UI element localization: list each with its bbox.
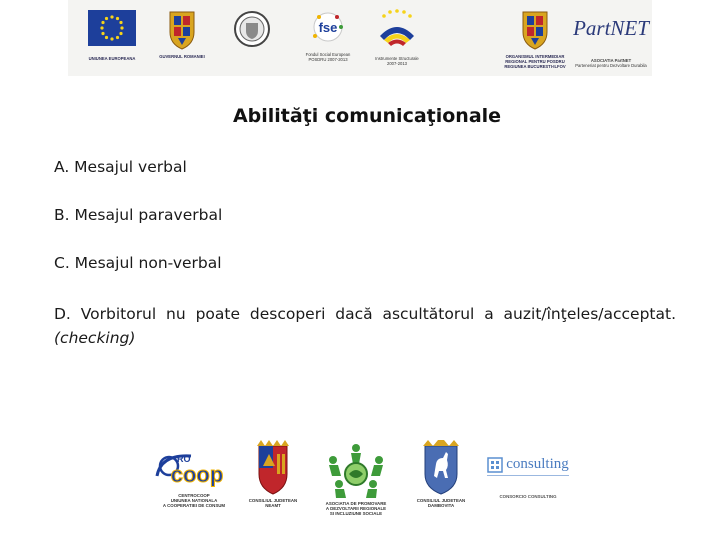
list-item-d <box>54 302 676 350</box>
fse-mark-text: fse <box>318 20 338 35</box>
consulting-brand: consulting <box>506 456 569 472</box>
fse-caption-1: Fondul Social European <box>305 52 351 57</box>
fse-caption-2: POSDRU 2007-2013 <box>308 57 348 62</box>
consulting-underline <box>487 475 569 476</box>
adrdis-logo <box>316 442 396 516</box>
neamt-caption-2: NEAMT <box>265 503 281 508</box>
centrocoop-mark-icon <box>149 446 239 490</box>
oiposdru-caption-1: ORGANISMUL INTERMEDIAR <box>505 54 565 59</box>
adrdis-caption-3: SI INCLUZIUNII SOCIALE <box>329 511 383 516</box>
dambovita-caption-1: CONSILIUL JUDETEAN <box>416 498 466 503</box>
ministry-seal-logo <box>230 10 274 48</box>
oiposdru-caption-3: REGIUNEA BUCURESTI-ILFOV <box>504 64 566 69</box>
fse-logo <box>296 10 360 62</box>
dambovita-caption-2: DAMBOVITA <box>427 503 455 508</box>
consulting-mark-icon <box>487 457 503 473</box>
structural-instruments-icon <box>374 8 420 48</box>
structural-caption-2: 2007-2013 <box>386 61 408 66</box>
government-caption: GUVERNUL ROMANIEI <box>159 54 205 59</box>
adrdis-caption-2: A DEZVOLTARII REGIONALE <box>325 506 387 511</box>
fse-mark-icon <box>306 10 350 46</box>
neamt-caption-1: CONSILIUL JUDETEAN <box>248 498 298 503</box>
centrocoop-ro: RO <box>177 454 191 464</box>
eu-logo <box>82 10 142 61</box>
structural-caption-1: Instrumente Structurale <box>375 56 419 61</box>
structural-instruments-logo <box>364 8 430 66</box>
oiposdru-logo <box>500 8 570 69</box>
dambovita-council-logo <box>408 440 474 508</box>
consulting-caption: CONSORCIO CONSULTING <box>499 494 557 499</box>
adrdis-caption-1: ASOCIATIA DE PROMOVARE <box>325 501 387 506</box>
list-item-d-note: (checking) <box>54 329 136 347</box>
partnet-caption-1: ASOCIATIA PartNET <box>590 58 632 63</box>
eu-flag-icon <box>88 10 136 46</box>
consulting-logo <box>482 456 574 499</box>
oiposdru-coat-of-arms-icon <box>520 8 550 50</box>
centrocoop-caption-1: CENTROCOOP <box>178 493 210 498</box>
list-item-d-text: D. Vorbitorul nu poate descoperi dacă ascultătorul a auzit/înţeles/acceptat. <box>54 305 676 323</box>
centrocoop-caption-3: A COOPERATIEI DE CONSUM <box>162 503 226 508</box>
government-logo <box>152 8 212 59</box>
centrocoop-logo <box>146 446 242 508</box>
list-item-c: C. Mesajul non-verbal <box>54 254 222 272</box>
adrdis-people-circle-icon <box>323 442 389 500</box>
romania-coat-of-arms-icon <box>167 8 197 50</box>
list-item-b: B. Mesajul paraverbal <box>54 206 223 224</box>
neamt-coat-of-arms-icon <box>251 440 295 496</box>
dambovita-coat-of-arms-icon <box>419 440 463 496</box>
partnet-brand: PartNET <box>573 16 649 40</box>
centrocoop-coop: coop <box>170 462 224 487</box>
eu-caption: UNIUNEA EUROPEANA <box>88 56 136 61</box>
neamt-council-logo <box>240 440 306 508</box>
centrocoop-caption-2: UNIUNEA NATIONALA <box>170 498 218 503</box>
oiposdru-caption-2: REGIONAL PENTRU POSDRU <box>505 59 565 64</box>
partnet-logo <box>572 16 650 68</box>
list-item-a: A. Mesajul verbal <box>54 158 187 176</box>
ministry-seal-icon <box>233 10 271 48</box>
partnet-caption-2: Parteneriat pentru Dezvoltare Durabila <box>575 63 647 68</box>
slide-title: Abilităţi comunicaţionale <box>232 105 502 127</box>
